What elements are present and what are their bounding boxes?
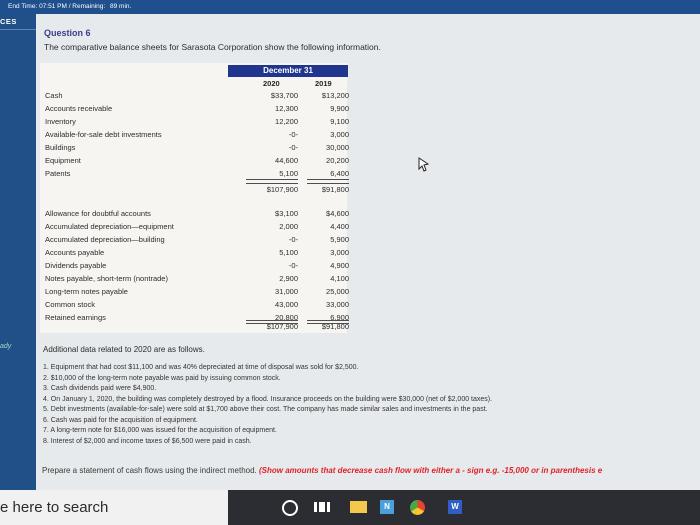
year-2020-header: 2020 xyxy=(263,79,280,88)
word-icon[interactable]: W xyxy=(448,500,462,514)
liability-value-2019: 33,000 xyxy=(326,300,349,309)
asset-label: Equipment xyxy=(45,156,81,165)
asset-row xyxy=(0,168,700,179)
additional-data-item: 4. On January 1, 2020, the building was completely destroyed by a flood. Insurance proceeds on the building were $30,000 (net of $2,000 taxes). xyxy=(43,395,493,403)
asset-label: Cash xyxy=(45,91,63,100)
liability-label: Allowance for doubtful accounts xyxy=(45,209,151,218)
liabilities-total-row xyxy=(0,320,700,331)
question-title: Question 6 xyxy=(44,28,91,38)
asset-row xyxy=(0,142,700,153)
liability-row xyxy=(0,247,700,258)
asset-value-2019: 9,900 xyxy=(330,104,349,113)
cortana-icon[interactable] xyxy=(282,500,298,516)
asset-row xyxy=(0,155,700,166)
asset-label: Buildings xyxy=(45,143,76,152)
liability-value-2020: 43,000 xyxy=(275,300,298,309)
liability-label: Accumulated depreciation—equipment xyxy=(45,222,174,231)
liability-label: Long-term notes payable xyxy=(45,287,128,296)
asset-row xyxy=(0,90,700,101)
liability-value-2019: 5,900 xyxy=(330,235,349,244)
liability-label: Common stock xyxy=(45,300,96,309)
chrome-icon[interactable] xyxy=(410,500,425,515)
additional-data-item: 3. Cash dividends paid were $4,900. xyxy=(43,385,157,392)
liability-label: Notes payable, short-term (nontrade) xyxy=(45,274,168,283)
asset-value-2020: -0- xyxy=(288,143,298,152)
instruction-main: Prepare a statement of cash flows using the indirect method. xyxy=(42,466,257,475)
asset-value-2020: 12,300 xyxy=(275,104,298,113)
liability-label: Accounts payable xyxy=(45,248,105,257)
assets-total-2020: $107,900 xyxy=(246,183,298,195)
liabilities-total-2019: $91,800 xyxy=(307,320,349,332)
asset-value-2019: 9,100 xyxy=(330,117,349,126)
asset-label: Patents xyxy=(45,169,71,178)
additional-data-title: Additional data related to 2020 are as follows. xyxy=(43,345,205,354)
asset-value-2019: 3,000 xyxy=(330,130,349,139)
instruction-text xyxy=(42,466,602,475)
asset-value-2019: 6,400 xyxy=(307,168,349,180)
asset-value-2020: 5,100 xyxy=(246,168,298,180)
remaining-time: 89 min. xyxy=(110,3,132,10)
asset-label: Available-for-sale debt investments xyxy=(45,130,162,139)
liability-row xyxy=(0,208,700,219)
liability-value-2020: 5,100 xyxy=(279,248,298,257)
instruction-note: (Show amounts that decrease cash flow with either a - sign e.g. -15,000 or in parenthesis e xyxy=(259,466,603,475)
liability-value-2019: 6,900 xyxy=(307,312,349,324)
liability-row xyxy=(0,299,700,310)
additional-data-item: 6. Cash was paid for the acquisition of equipment. xyxy=(43,416,198,424)
liability-value-2020: 20,800 xyxy=(246,312,298,324)
mouse-cursor-icon xyxy=(418,157,432,173)
liability-value-2019: 4,100 xyxy=(330,274,349,283)
liability-value-2020: $3,100 xyxy=(275,209,298,218)
onenote-icon[interactable]: N xyxy=(380,500,394,514)
liability-value-2020: 2,900 xyxy=(279,274,298,283)
sidebar-title: CES xyxy=(0,17,17,26)
liability-row xyxy=(0,234,700,245)
liability-value-2020: -0- xyxy=(288,235,298,244)
additional-data-item: 5. Debt investments (available-for-sale) were sold at $1,700 above their cost. The company has made similar sales and investments in the past. xyxy=(43,406,488,413)
liability-row xyxy=(0,273,700,284)
asset-row xyxy=(0,103,700,114)
asset-label: Inventory xyxy=(45,117,76,126)
liability-value-2019: 4,900 xyxy=(330,261,349,270)
asset-row xyxy=(0,116,700,127)
task-view-icon[interactable] xyxy=(314,501,330,513)
additional-data-item: 8. Interest of $2,000 and income taxes of $6,500 were paid in cash. xyxy=(43,437,252,445)
additional-data-item: 7. A long-term note for $16,000 was issued for the acquisition of equipment. xyxy=(43,427,277,434)
assets-total-2019: $91,800 xyxy=(307,183,349,195)
asset-value-2020: 12,200 xyxy=(275,117,298,126)
file-explorer-icon[interactable] xyxy=(350,501,367,513)
liability-row xyxy=(0,260,700,271)
liability-value-2019: $4,600 xyxy=(326,209,349,218)
liability-value-2020: 31,000 xyxy=(275,287,298,296)
liability-value-2020: -0- xyxy=(288,261,298,270)
liability-row xyxy=(0,221,700,232)
liability-value-2019: 4,400 xyxy=(330,222,349,231)
liability-value-2019: 25,000 xyxy=(326,287,349,296)
additional-data-item: 1. Equipment that had cost $11,100 and was 40% depreciated at time of disposal was sold for $2,500. xyxy=(43,364,359,371)
liabilities-total-2020: $107,900 xyxy=(246,320,298,332)
asset-value-2019: 30,000 xyxy=(326,143,349,152)
asset-value-2019: $13,200 xyxy=(321,91,349,100)
asset-value-2019: 20,200 xyxy=(326,156,349,165)
asset-label: Accounts receivable xyxy=(45,104,113,113)
additional-data-item: 2. $10,000 of the long-term note payable was paid by issuing common stock. xyxy=(43,374,281,382)
asset-value-2020: $33,700 xyxy=(270,91,298,100)
liability-value-2019: 3,000 xyxy=(330,248,349,257)
asset-row xyxy=(0,129,700,140)
liability-label: Dividends payable xyxy=(45,261,107,270)
taskbar-search-box[interactable] xyxy=(0,490,228,525)
assets-total-row xyxy=(0,183,700,194)
sidebar-divider xyxy=(0,29,36,30)
asset-value-2020: 44,600 xyxy=(275,156,298,165)
liability-label: Accumulated depreciation—building xyxy=(45,235,165,244)
liability-value-2020: 2,000 xyxy=(279,222,298,231)
sidebar-note: ady xyxy=(0,343,12,350)
balance-sheet-header: December 31 xyxy=(228,65,348,77)
exam-timer-bar xyxy=(0,0,700,14)
end-time-label: End Time: 07:51 PM / Remaining: xyxy=(8,3,106,10)
liability-row xyxy=(0,286,700,297)
asset-value-2020: -0- xyxy=(288,130,298,139)
liability-label: Retained earnings xyxy=(45,313,106,322)
additional-data-list xyxy=(43,363,693,447)
taskbar-search-text: e here to search xyxy=(0,499,109,516)
question-prompt: The comparative balance sheets for Sarasota Corporation show the following information. xyxy=(44,42,381,52)
year-2019-header: 2019 xyxy=(315,79,332,88)
